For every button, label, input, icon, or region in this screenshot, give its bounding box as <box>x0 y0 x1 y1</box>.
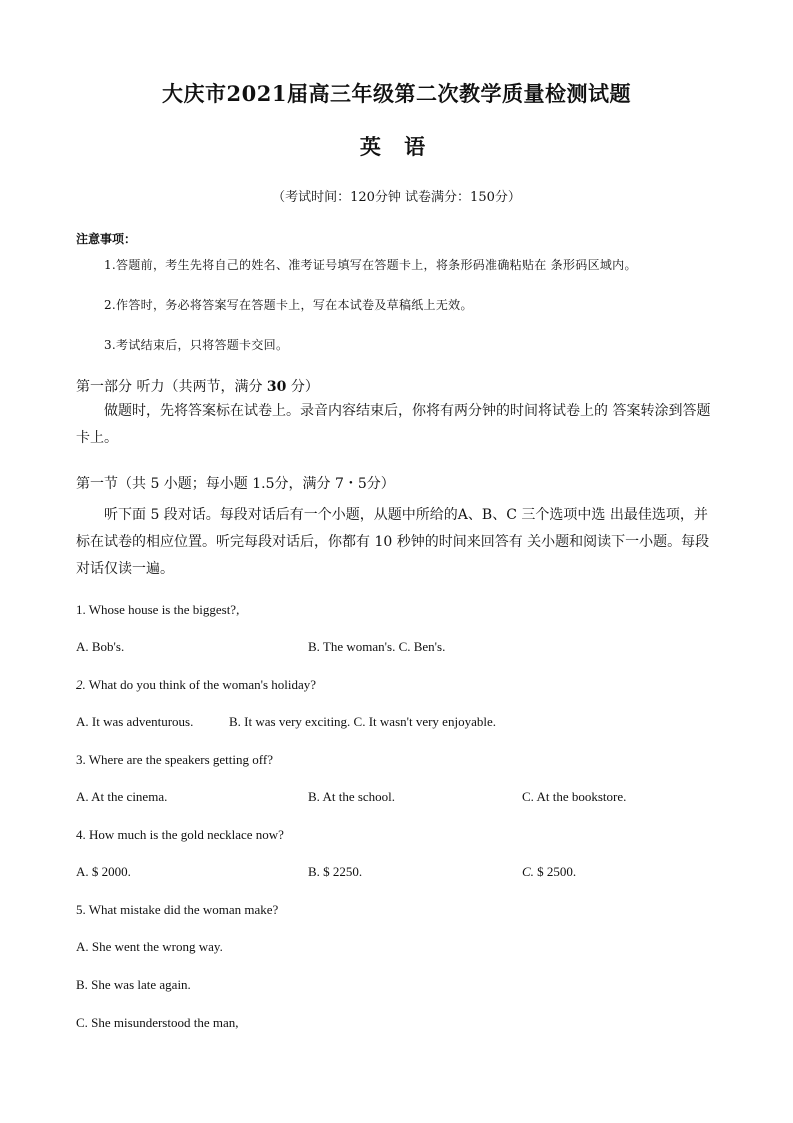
question-2 <box>76 677 316 693</box>
part1-heading-score: 30 <box>266 379 287 395</box>
option-b: B. The woman's. C. Ben's. <box>308 639 446 654</box>
part1-instruction: 做题时，先将答案标在试卷上。录音内容结束后，你将有两分钟的时间将试卷上的 答案转涂到答题卡上。 <box>76 403 711 446</box>
question-3 <box>76 752 273 768</box>
question-number: 1. <box>76 602 86 617</box>
exam-info: （考试时间：120分钟 试卷满分：150分） <box>272 190 521 205</box>
option-c: C. At the bookstore. <box>522 789 627 804</box>
question-5 <box>76 902 278 918</box>
notice-item: 3.考试结束后，只将答题卡交回。 <box>104 338 289 352</box>
section1-heading: 第一节（共 5 小题；每小题 1.5分，满分 7・5分） <box>76 476 395 492</box>
option-b: B. At the school. <box>308 789 396 804</box>
option-c: C. She misunderstood the man, <box>76 1015 239 1030</box>
question-number: 5. <box>76 902 86 917</box>
option-a: A. It was adventurous. <box>76 714 194 729</box>
part1-heading-prefix: 第一部分 听力（共两节，满分 <box>76 379 267 395</box>
question-4 <box>76 827 284 843</box>
notice-item: 2.作答时，务必将答案写在答题卡上，写在本试卷及草稿纸上无效。 <box>104 298 473 312</box>
option-b: B. It was very exciting. C. It wasn't very enjoyable. <box>229 714 496 729</box>
notice-heading: 注意事项： <box>76 232 137 246</box>
question-1 <box>76 602 239 618</box>
notice-item: 1.答题前，考生先将自己的姓名、准考证号填写在答题卡上，将条形码准确粘贴在 条形码区域内。 <box>104 258 637 272</box>
option-a: A. At the cinema. <box>76 789 168 804</box>
question-number: 2. <box>76 677 86 692</box>
option-a: A. She went the wrong way. <box>76 939 223 954</box>
question-text: How much is the gold necklace now? <box>89 827 284 842</box>
question-number: 4. <box>76 827 86 842</box>
option-b: B. $ 2250. <box>308 864 363 879</box>
page-title: 大庆市2021届高三年级第二次教学质量检测试题 <box>162 81 631 106</box>
subject-title: 英 语 <box>359 134 434 159</box>
option-b: B. She was late again. <box>76 977 191 992</box>
question-number: 3. <box>76 752 86 767</box>
question-text: What mistake did the woman make? <box>88 902 279 917</box>
option-letter: C. <box>522 864 534 879</box>
option-a: A. $ 2000. <box>76 864 131 879</box>
part1-heading <box>76 376 319 396</box>
question-text: Where are the speakers getting off? <box>88 752 273 767</box>
option-c <box>522 864 576 880</box>
section1-instruction: 听下面 5 段对话。每段对话后有一个小题，从题中所给的A、B、C 三个选项中选 出最佳选项，并标在试卷的相应位置。听完每段对话后，你都有 10 秒钟的时间来回答有 关小题和阅读下一小题。每段对话仅读一遍。 <box>76 507 710 577</box>
option-a: A. Bob's. <box>76 639 125 654</box>
part1-heading-suffix: 分） <box>286 379 319 395</box>
question-text: Whose house is the biggest?, <box>88 602 240 617</box>
question-text: What do you think of the woman's holiday? <box>88 677 317 692</box>
option-text: $ 2500. <box>537 864 577 879</box>
